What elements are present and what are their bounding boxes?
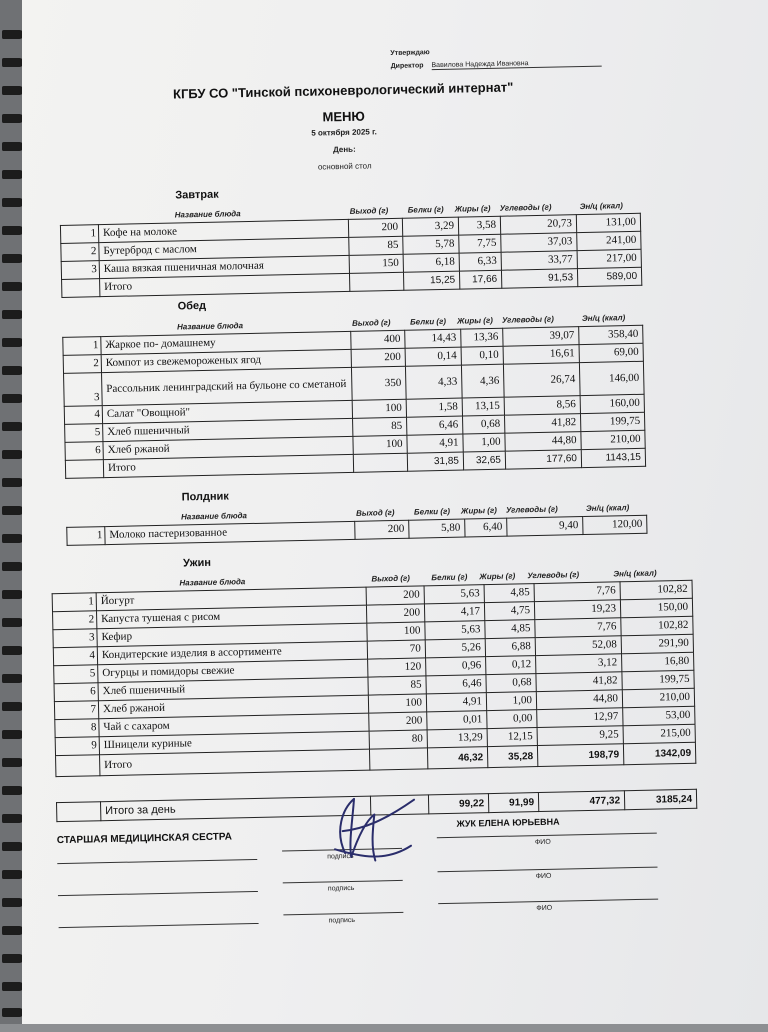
dish-output: 200 (366, 586, 424, 605)
dish-energy: 210,00 (581, 430, 645, 449)
dish-energy: 150,00 (620, 598, 692, 618)
day-total-carbs: 477,32 (538, 791, 624, 812)
dish-fat: 1,00 (463, 433, 505, 452)
col-name-header: Название блюда (176, 321, 244, 332)
fio-line (437, 833, 657, 839)
dish-carbs: 20,73 (500, 215, 576, 235)
day-total-fat: 91,99 (488, 793, 538, 813)
binder-ring (2, 618, 24, 627)
col-carbs-header: Углеводы (г) (527, 570, 580, 581)
role-line (58, 891, 258, 896)
row-number: 7 (54, 701, 98, 720)
row-number-empty (56, 755, 100, 777)
total-carbs: 198,79 (537, 744, 623, 767)
total-label: Итого (103, 454, 353, 477)
col-output-header: Выход (г) (371, 573, 410, 584)
paper-sheet (22, 0, 768, 1024)
dish-protein: 0,14 (405, 347, 461, 366)
total-energy: 1143,15 (581, 448, 645, 467)
col-protein-header: Белки (г) (409, 316, 447, 327)
col-carbs-header: Углеводы (г) (499, 202, 552, 213)
dish-name: Жаркое по- домашнему (101, 331, 351, 354)
signer-role: СТАРШАЯ МЕДИЦИНСКАЯ СЕСТРА (56, 831, 232, 847)
role-line (59, 923, 259, 928)
total-fat: 32,65 (463, 451, 505, 470)
dish-energy: 358,40 (579, 325, 643, 344)
binder-ring (2, 506, 24, 515)
dish-energy: 102,82 (620, 580, 692, 600)
dish-name: Каша вязкая пшеничная молочная (99, 255, 349, 278)
dish-protein: 4,91 (407, 434, 463, 453)
dish-name: Молоко пастеризованное (105, 521, 355, 544)
dish-carbs: 9,40 (507, 517, 583, 537)
row-number: 3 (61, 261, 99, 280)
dish-energy: 102,82 (621, 616, 693, 636)
dish-output: 200 (366, 604, 424, 623)
dish-fat: 0,12 (486, 656, 536, 675)
dish-name: Огурцы и помидоры свежие (98, 659, 368, 683)
dish-name: Кофе на молоке (98, 219, 348, 242)
dish-carbs: 37,03 (501, 233, 577, 253)
dish-output: 200 (351, 348, 405, 367)
col-energy-header: Эн/ц (ккал) (613, 568, 657, 579)
total-output-empty (353, 453, 407, 472)
dish-carbs: 7,76 (535, 618, 621, 638)
total-label: Итого (100, 749, 370, 776)
breakfast-heading: Завтрак (175, 188, 219, 202)
snack-heading: Полдник (181, 490, 229, 504)
dish-energy: 120,00 (583, 515, 647, 534)
dish-carbs: 19,23 (534, 600, 620, 620)
dish-name: Кефир (97, 623, 367, 647)
col-protein-header: Белки (г) (431, 572, 468, 583)
signature-caption: подпись (327, 852, 354, 861)
row-number: 2 (63, 355, 101, 374)
binder-ring (2, 982, 24, 991)
dish-protein: 14,43 (405, 329, 461, 348)
dish-protein: 4,91 (426, 693, 486, 712)
total-output-empty (349, 272, 403, 291)
approval-director (391, 59, 602, 71)
total-output-empty (369, 748, 427, 770)
dish-protein: 5,26 (425, 639, 485, 658)
dish-fat: 13,36 (461, 328, 503, 347)
dish-name: Хлеб ржаной (103, 436, 353, 459)
row-number: 6 (54, 683, 98, 702)
dish-energy: 199,75 (622, 670, 694, 690)
dish-fat: 1,00 (486, 692, 536, 711)
dish-fat: 4,36 (461, 364, 504, 398)
dish-energy: 241,00 (577, 231, 641, 250)
row-number-empty (65, 460, 103, 479)
binder-ring (2, 730, 24, 739)
dish-fat: 6,33 (459, 252, 501, 271)
dish-fat: 0,00 (487, 710, 537, 729)
row-number: 1 (67, 527, 105, 546)
dish-output: 70 (367, 640, 425, 659)
dish-protein: 4,33 (405, 365, 462, 399)
director-name: Вавилова Надежда Ивановна (431, 59, 601, 71)
row-number: 2 (53, 611, 97, 630)
dish-protein: 3,29 (402, 217, 458, 236)
dish-fat: 6,88 (485, 638, 535, 657)
menu-date: 5 октября 2025 г. (311, 127, 377, 138)
binder-ring (2, 842, 24, 851)
total-carbs: 177,60 (505, 450, 581, 470)
binder-ring (2, 562, 24, 571)
binder-ring (2, 814, 24, 823)
dish-name: Салат "Овощной" (102, 400, 352, 423)
binder-ring (2, 870, 24, 879)
dish-protein: 6,18 (403, 253, 459, 272)
dish-fat: 4,85 (484, 584, 534, 603)
dish-carbs: 9,25 (537, 726, 623, 746)
dish-name: Компот из свежемороженых ягод (101, 349, 351, 372)
row-number: 8 (55, 719, 99, 738)
total-protein: 31,85 (407, 452, 463, 471)
dish-energy: 69,00 (579, 343, 643, 362)
approval-label: Утверждаю (390, 49, 430, 57)
col-name-header: Название блюда (180, 511, 248, 522)
row-number: 9 (55, 737, 99, 756)
binder-ring (2, 926, 24, 935)
col-output-header: Выход (г) (355, 508, 395, 518)
dish-energy: 160,00 (580, 394, 644, 413)
dish-name: Бутерброд с маслом (99, 237, 349, 260)
dish-name: Шницели куриные (99, 731, 369, 755)
fio-caption: ФИО (536, 904, 553, 913)
dish-output: 100 (368, 694, 426, 713)
menu-document (11, 0, 768, 1032)
dish-energy: 210,00 (622, 688, 694, 708)
dish-carbs: 26,74 (503, 363, 580, 398)
page-title: МЕНЮ (322, 108, 365, 125)
role-line (57, 859, 257, 864)
dish-output: 200 (355, 520, 409, 539)
dish-output: 85 (349, 236, 403, 255)
dish-carbs: 44,80 (536, 690, 622, 710)
dish-name: Кондитерские изделия в ассортименте (97, 641, 367, 665)
dish-protein: 1,58 (406, 398, 462, 417)
row-number-empty (57, 802, 101, 822)
col-fat-header: Жиры (г) (454, 203, 491, 214)
dinner-heading: Ужин (182, 556, 212, 570)
dish-protein: 0,01 (427, 711, 487, 730)
day-total-protein: 99,22 (428, 794, 488, 814)
dish-output: 85 (353, 417, 407, 436)
dish-carbs: 39,07 (503, 327, 579, 347)
dish-output: 150 (349, 254, 403, 273)
dish-output: 80 (369, 730, 427, 749)
row-number: 2 (61, 243, 99, 262)
row-number: 1 (52, 593, 96, 612)
fio-line (438, 899, 658, 905)
dish-carbs: 16,61 (503, 345, 579, 365)
dish-carbs: 33,77 (501, 251, 577, 271)
dish-energy: 131,00 (576, 213, 640, 232)
binder-ring (2, 786, 24, 795)
binder-ring (2, 758, 24, 767)
dish-protein: 6,46 (426, 675, 486, 694)
dish-fat: 0,68 (486, 674, 536, 693)
dish-fat: 3,58 (458, 216, 500, 235)
day-total-energy: 3185,24 (624, 789, 696, 810)
total-energy: 1342,09 (623, 742, 695, 765)
dish-fat: 0,68 (463, 415, 505, 434)
dish-fat: 12,15 (487, 728, 537, 747)
binder-ring (2, 702, 24, 711)
dish-name: Хлеб пшеничный (103, 418, 353, 441)
col-output-header: Выход (г) (351, 318, 391, 328)
dish-name: Йогурт (96, 587, 366, 611)
col-energy-header: Эн/ц (ккал) (585, 503, 630, 513)
total-fat: 35,28 (487, 746, 537, 768)
row-number: 6 (65, 442, 103, 461)
signature-line (283, 912, 403, 916)
col-carbs-header: Углеводы (г) (501, 314, 554, 325)
director-label: Директор (390, 62, 424, 70)
signature-block (57, 813, 719, 947)
dish-output: 100 (367, 622, 425, 641)
dish-carbs: 7,76 (534, 582, 620, 602)
dish-energy: 199,75 (580, 412, 644, 431)
col-protein-header: Белки (г) (413, 506, 451, 517)
total-protein: 46,32 (427, 747, 487, 769)
row-number: 1 (63, 337, 101, 356)
dish-protein: 13,29 (427, 729, 487, 748)
dish-carbs: 52,08 (535, 636, 621, 656)
dish-energy: 217,00 (577, 249, 641, 268)
signature-caption: подпись (327, 884, 355, 893)
total-protein: 15,25 (403, 271, 459, 290)
col-name-header: Название блюда (174, 209, 241, 220)
breakfast-table (60, 213, 642, 298)
dinner-table (52, 580, 697, 777)
dish-output: 350 (351, 366, 406, 400)
col-output-header: Выход (г) (349, 206, 389, 216)
fio-caption: ФИО (535, 872, 552, 881)
dish-output: 120 (368, 658, 426, 677)
dish-fat: 0,10 (461, 346, 503, 365)
row-number: 5 (65, 424, 103, 443)
dish-energy: 215,00 (623, 724, 695, 744)
dish-name: Хлеб ржаной (98, 695, 368, 719)
binder-ring (2, 954, 24, 963)
row-number: 3 (64, 373, 103, 407)
fio-line (438, 867, 658, 873)
row-number: 3 (53, 629, 97, 648)
col-energy-header: Эн/ц (ккал) (581, 313, 626, 324)
signature-line (283, 880, 403, 884)
lunch-table (62, 325, 646, 479)
table-type: основной стол (317, 161, 372, 172)
dish-energy: 291,90 (621, 634, 693, 654)
col-energy-header: Эн/ц (ккал) (579, 201, 623, 212)
dish-output: 100 (352, 399, 406, 418)
dish-carbs: 41,82 (504, 414, 580, 434)
signature-caption: подпись (328, 916, 356, 925)
row-number-empty (62, 279, 100, 298)
dish-carbs: 44,80 (505, 432, 581, 452)
dish-energy: 146,00 (579, 361, 644, 395)
col-protein-header: Белки (г) (407, 204, 444, 215)
row-number: 5 (54, 665, 98, 684)
dish-protein: 5,63 (425, 621, 485, 640)
dish-output: 400 (351, 330, 405, 349)
binder-ring (2, 646, 24, 655)
col-fat-header: Жиры (г) (456, 315, 493, 326)
total-label: Итого (100, 273, 350, 296)
dish-output: 100 (353, 435, 407, 454)
dish-output: 200 (369, 712, 427, 731)
dish-fat: 6,40 (465, 518, 507, 537)
day-total-label: Итого за день (101, 796, 371, 821)
col-fat-header: Жиры (г) (479, 571, 516, 582)
binder-ring (2, 590, 24, 599)
dish-fat: 13,15 (462, 397, 504, 416)
row-number: 1 (60, 225, 98, 244)
dish-protein: 6,46 (407, 416, 463, 435)
organization-title: КГБУ СО "Тинской психоневрологический интернат" (172, 79, 514, 102)
handwritten-signature-icon (314, 789, 426, 871)
dish-energy: 53,00 (623, 706, 695, 726)
row-number: 4 (64, 406, 102, 425)
fio-caption: ФИО (534, 838, 551, 847)
dish-fat: 4,75 (484, 602, 534, 621)
dish-protein: 4,17 (424, 603, 484, 622)
dish-name: Хлеб пшеничный (98, 677, 368, 701)
day-label: День: (332, 144, 356, 155)
total-fat: 17,66 (459, 270, 501, 289)
binder-ring (2, 534, 24, 543)
dish-carbs: 12,97 (537, 708, 623, 728)
total-energy: 589,00 (577, 267, 641, 286)
binder-ring (2, 898, 24, 907)
dish-fat: 4,85 (485, 620, 535, 639)
dish-name: Чай с сахаром (99, 713, 369, 737)
col-fat-header: Жиры (г) (460, 505, 497, 516)
dish-fat: 7,75 (459, 234, 501, 253)
dish-carbs: 8,56 (504, 396, 580, 416)
dish-protein: 0,96 (426, 657, 486, 676)
lunch-heading: Обед (177, 299, 207, 313)
total-carbs: 91,53 (501, 269, 577, 289)
dish-output: 200 (348, 218, 402, 237)
dish-protein: 5,78 (403, 235, 459, 254)
dish-output: 85 (368, 676, 426, 695)
dish-name: Капуста тушеная с рисом (97, 605, 367, 629)
row-number: 4 (53, 647, 97, 666)
signer-name: ЖУК ЕЛЕНА ЮРЬЕВНА (456, 816, 560, 829)
dish-name: Рассольник ленинградский на бульоне со сметаной (102, 367, 353, 405)
dish-protein: 5,63 (424, 585, 484, 604)
dish-carbs: 41,82 (536, 672, 622, 692)
dish-protein: 5,80 (409, 519, 465, 538)
binder-ring (2, 674, 24, 683)
col-carbs-header: Углеводы (г) (505, 504, 558, 515)
binder-ring (2, 1008, 24, 1017)
dish-energy: 16,80 (622, 652, 694, 672)
dish-carbs: 3,12 (536, 654, 622, 674)
col-name-header: Название блюда (179, 577, 246, 588)
